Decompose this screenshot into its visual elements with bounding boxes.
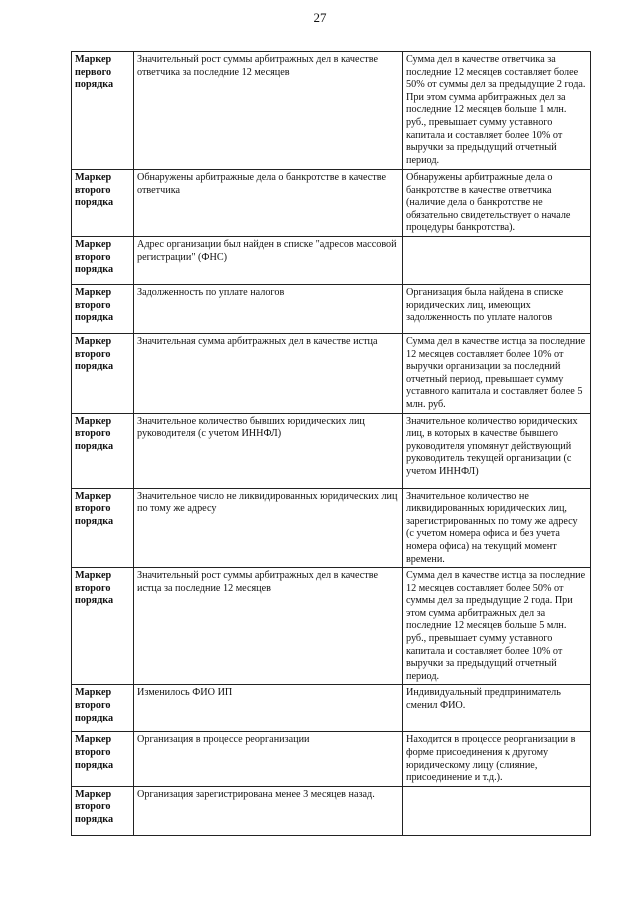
marker-level-cell: Маркер второго порядка <box>72 488 134 568</box>
marker-description-cell: Организация в процессе реорганизации <box>134 732 403 786</box>
marker-description-cell: Значительная сумма арбитражных дел в качестве истца <box>134 333 403 413</box>
table-row <box>72 488 591 568</box>
marker-condition-cell: Значительное количество юридических лиц, в которых в качестве бывшего руководителя упомянут действующий руководитель текущей организации (с учетом ИННФЛ) <box>403 413 591 488</box>
marker-level-cell: Маркер второго порядка <box>72 170 134 237</box>
table-row <box>72 284 591 333</box>
marker-condition-cell: Индивидуальный предприниматель сменил ФИО. <box>403 685 591 732</box>
marker-condition-cell: Обнаружены арбитражные дела о банкротстве в качестве ответчика (наличие дела о банкротстве не обязательно свидетельствует о начале процедуры банкротства). <box>403 170 591 237</box>
marker-level-cell: Маркер второго порядка <box>72 568 134 685</box>
table-row <box>72 732 591 786</box>
marker-description-cell: Обнаружены арбитражные дела о банкротстве в качестве ответчика <box>134 170 403 237</box>
page-number: 27 <box>313 10 327 25</box>
marker-description-cell: Организация зарегистрирована менее 3 месяцев назад. <box>134 786 403 835</box>
marker-description-cell: Значительный рост суммы арбитражных дел в качестве истца за последние 12 месяцев <box>134 568 403 685</box>
marker-level-cell: Маркер второго порядка <box>72 333 134 413</box>
markers-table <box>71 51 591 836</box>
marker-description-cell: Адрес организации был найден в списке "адресов массовой регистрации" (ФНС) <box>134 236 403 284</box>
marker-condition-cell: Сумма дел в качестве истца за последние 12 месяцев составляет более 50% от суммы дел за предыдущие 2 года. При этом сумма арбитражных дел за последние 12 месяцев больше 5 млн. руб., превышает сумму уставного капитала и составляет более 10% от выручки за предыдущий отчетный период. <box>403 568 591 685</box>
table-row <box>72 52 591 170</box>
table-row <box>72 786 591 835</box>
marker-level-cell: Маркер второго порядка <box>72 413 134 488</box>
table-row <box>72 333 591 413</box>
marker-level-cell: Маркер второго порядка <box>72 732 134 786</box>
marker-condition-cell <box>403 786 591 835</box>
table-row <box>72 236 591 284</box>
marker-condition-cell: Находится в процессе реорганизации в форме присоединения к другому юридическому лицу (слияние, присоединение и т.д.). <box>403 732 591 786</box>
marker-condition-cell: Сумма дел в качестве истца за последние 12 месяцев составляет более 10% от выручки организации за последний отчетный период, превышает сумму уставного капитала и составляет более 5 млн. руб. <box>403 333 591 413</box>
marker-condition-cell: Сумма дел в качестве ответчика за последние 12 месяцев составляет более 50% от суммы дел за предыдущие 2 года. При этом сумма арбитражных дел за последние 12 месяцев больше 1 млн. руб., превышает сумму уставного капитала и составляет более 10% от выручки за предыдущий отчетный период. <box>403 52 591 170</box>
marker-description-cell: Значительное число не ликвидированных юридических лиц по тому же адресу <box>134 488 403 568</box>
marker-level-cell: Маркер первого порядка <box>72 52 134 170</box>
marker-condition-cell <box>403 236 591 284</box>
marker-description-cell: Задолженность по уплате налогов <box>134 284 403 333</box>
marker-level-cell: Маркер второго порядка <box>72 685 134 732</box>
marker-condition-cell: Организация была найдена в списке юридических лиц, имеющих задолженность по уплате налогов <box>403 284 591 333</box>
marker-level-cell: Маркер второго порядка <box>72 786 134 835</box>
table-row <box>72 170 591 237</box>
marker-description-cell: Значительный рост суммы арбитражных дел в качестве ответчика за последние 12 месяцев <box>134 52 403 170</box>
table-row <box>72 568 591 685</box>
table-row <box>72 413 591 488</box>
marker-condition-cell: Значительное количество не ликвидированных юридических лиц, зарегистрированных по тому же адресу (с учетом номера офиса и без учета номера офиса) на текущий момент времени. <box>403 488 591 568</box>
table-row <box>72 685 591 732</box>
marker-level-cell: Маркер второго порядка <box>72 236 134 284</box>
marker-description-cell: Значительное количество бывших юридических лиц руководителя (с учетом ИННФЛ) <box>134 413 403 488</box>
marker-level-cell: Маркер второго порядка <box>72 284 134 333</box>
marker-description-cell: Изменилось ФИО ИП <box>134 685 403 732</box>
